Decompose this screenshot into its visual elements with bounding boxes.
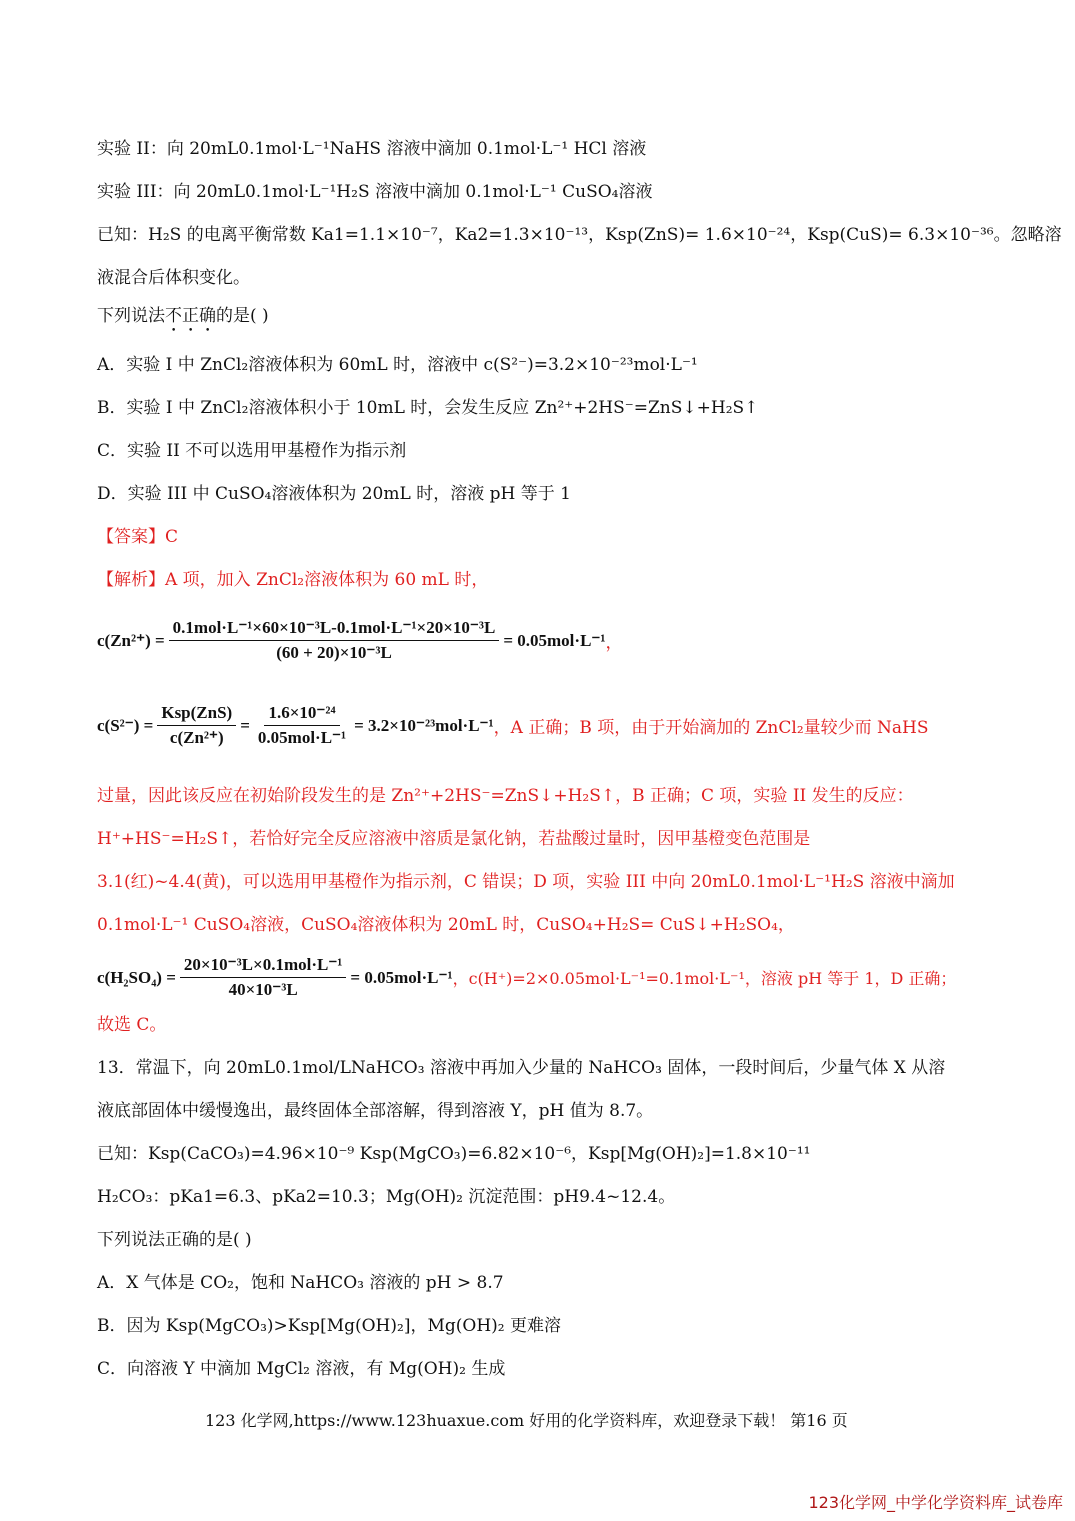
eq3-rhs: = 0.05mol·L⁻¹ xyxy=(350,967,453,987)
equation-s: c(S²⁻) = $\frac{\text{Ksp(ZnS)}}{\text{c(Zn²⁺)}}$ = $\frac{\text{1.6×10⁻²⁴}}{\text{0.05mol·L⁻¹}}$ = 3.2×10⁻²³mol·L⁻¹ ，A 正确；B 项，由于开始滴加的 ZnCl₂量较少而 NaHS xyxy=(97,703,929,747)
known-line-1: 已知：H₂S 的电离平衡常数 Ka1=1.1×10⁻⁷，Ka2=1.3×10⁻¹³，Ksp(ZnS)= 1.6×10⁻²⁴，Ksp(CuS)= 6.3×10⁻³⁶。忽略溶 xyxy=(97,225,1062,245)
eq3-num: 20×10⁻³L×0.1mol·L⁻¹ xyxy=(180,955,347,978)
q13-option-a: A．X 气体是 CO₂，饱和 NaHCO₃ 溶液的 pH > 8.7 xyxy=(97,1273,504,1293)
analysis-line-4: 0.1mol·L⁻¹ CuSO₄溶液，CuSO₄溶液体积为 20mL 时，CuSO₄+H₂S= CuS↓+H₂SO₄， xyxy=(97,915,795,935)
stem-pre: 下列说法 xyxy=(97,306,165,326)
analysis-line-1: 过量，因此该反应在初始阶段发生的是 Zn²⁺+2HS⁻=ZnS↓+H₂S↑，B 正确；C 项，实验 II 发生的反应： xyxy=(97,786,914,806)
eq3-fraction xyxy=(180,955,347,1000)
eq2-tail: ，A 正确；B 项，由于开始滴加的 ZnCl₂量较少而 NaHS xyxy=(493,718,929,738)
eq2-lhs: c(S²⁻) = xyxy=(97,715,154,735)
q13-known-1: 已知：Ksp(CaCO₃)=4.96×10⁻⁹ Ksp(MgCO₃)=6.82×10⁻⁶，Ksp[Mg(OH)₂]=1.8×10⁻¹¹ xyxy=(97,1144,811,1164)
stem-post: 的是( ) xyxy=(216,306,269,326)
page-footer: 123 化学网,https://www.123huaxue.com 好用的化学资料库，欢迎登录下载！ 第16 页 xyxy=(205,1411,848,1430)
eq2-num2: 1.6×10⁻²⁴ xyxy=(264,703,339,726)
exp2-line: 实验 II：向 20mL0.1mol·L⁻¹NaHS 溶液中滴加 0.1mol·L⁻¹ HCl 溶液 xyxy=(97,139,647,159)
eq1-den: (60 + 20)×10⁻³L xyxy=(276,643,392,662)
analysis-line-3: 3.1(红)~4.4(黄)，可以选用甲基橙作为指示剂，C 错误；D 项，实验 III 中向 20mL0.1mol·L⁻¹H₂S 溶液中滴加 xyxy=(97,872,955,892)
stem-emphasis: 不正确 xyxy=(165,306,216,326)
analysis-line-2: H⁺+HS⁻=H₂S↑，若恰好完全反应溶液中溶质是氯化钠，若盐酸过量时，因甲基橙变色范围是 xyxy=(97,829,811,849)
eq1-lhs: c(Zn²⁺) = xyxy=(97,630,165,650)
eq2-fraction-1 xyxy=(157,703,236,748)
eq3-tail: ，c(H⁺)=2×0.05mol·L⁻¹=0.1mol·L⁻¹，溶液 pH 等于 1，D 正确； xyxy=(452,969,957,988)
answer: 【答案】C xyxy=(97,527,179,547)
question-stem xyxy=(97,305,269,336)
q13-line-2: 液底部固体中缓慢逸出，最终固体全部溶解，得到溶液 Y，pH 值为 8.7。 xyxy=(97,1101,654,1121)
known-line-2: 液混合后体积变化。 xyxy=(97,268,250,288)
eq1-num: 0.1mol·L⁻¹×60×10⁻³L-0.1mol·L⁻¹×20×10⁻³L xyxy=(169,618,500,641)
eq2-den2: 0.05mol·L⁻¹ xyxy=(257,728,347,747)
eq3-lhs: c(H₂SO₄) = xyxy=(97,967,176,987)
eq1-fraction xyxy=(169,618,500,663)
q13-line-1: 13．常温下，向 20mL0.1mol/LNaHCO₃ 溶液中再加入少量的 NaHCO₃ 固体，一段时间后，少量气体 X 从溶 xyxy=(97,1058,946,1078)
q13-option-b: B．因为 Ksp(MgCO₃)>Ksp[Mg(OH)₂]，Mg(OH)₂ 更难溶 xyxy=(97,1316,561,1336)
analysis-conclusion: 故选 C。 xyxy=(97,1015,167,1035)
eq3-den: 40×10⁻³L xyxy=(228,980,298,999)
analysis-head: 【解析】A 项，加入 ZnCl₂溶液体积为 60 mL 时， xyxy=(97,570,489,590)
q13-known-2: H₂CO₃：pKa1=6.3、pKa2=10.3；Mg(OH)₂ 沉淀范围：pH9.4~12.4。 xyxy=(97,1187,676,1207)
exp3-line: 实验 III：向 20mL0.1mol·L⁻¹H₂S 溶液中滴加 0.1mol·L⁻¹ CuSO₄溶液 xyxy=(97,182,653,202)
eq2-num1: Ksp(ZnS) xyxy=(157,703,236,726)
watermark: 123化学网_中学化学资料库_试卷库 xyxy=(808,1493,1063,1512)
q13-stem: 下列说法正确的是( ) xyxy=(97,1230,252,1250)
option-a: A．实验 I 中 ZnCl₂溶液体积为 60mL 时，溶液中 c(S²⁻)=3.2×10⁻²³mol·L⁻¹ xyxy=(97,355,698,375)
eq2-fraction-2 xyxy=(254,703,350,748)
eq1-tail: ， xyxy=(605,633,623,652)
eq1-rhs: = 0.05mol·L⁻¹ xyxy=(503,630,606,650)
q13-option-c: C．向溶液 Y 中滴加 MgCl₂ 溶液，有 Mg(OH)₂ 生成 xyxy=(97,1359,506,1379)
eq2-den1: c(Zn²⁺) xyxy=(169,728,224,747)
option-b: B．实验 I 中 ZnCl₂溶液体积小于 10mL 时，会发生反应 Zn²⁺+2HS⁻=ZnS↓+H₂S↑ xyxy=(97,398,759,418)
eq2-rhs: = 3.2×10⁻²³mol·L⁻¹ xyxy=(354,715,494,735)
equation-h2so4 xyxy=(97,955,956,1000)
equation-zn xyxy=(97,618,622,663)
option-d: D．实验 III 中 CuSO₄溶液体积为 20mL 时，溶液 pH 等于 1 xyxy=(97,484,571,504)
option-c: C．实验 II 不可以选用甲基橙作为指示剂 xyxy=(97,441,407,461)
